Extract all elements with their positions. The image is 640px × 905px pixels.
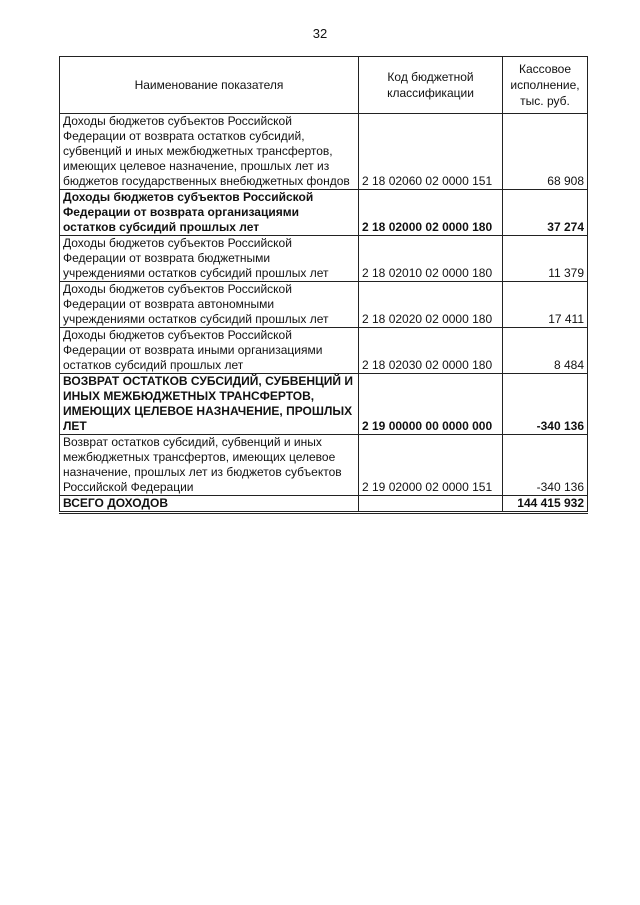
row-name: Доходы бюджетов субъектов Российской Федерации от возврата остатков субсидий, субвенций и иных межбюджетных трансфертов, имеющих целевое назначение, прошлых лет из бюджетов государственных внебюджетных фондов — [60, 114, 359, 190]
table-row — [60, 236, 588, 282]
row-name: Возврат остатков субсидий, субвенций и иных межбюджетных трансфертов, имеющих целевое назначение, прошлых лет из бюджетов субъектов Российской Федерации — [60, 435, 359, 496]
total-amount: 144 415 932 — [503, 496, 588, 513]
total-label: ВСЕГО ДОХОДОВ — [60, 496, 359, 513]
row-code: 2 18 02010 02 0000 180 — [359, 236, 503, 282]
table-header-row — [60, 57, 588, 114]
row-amount: 68 908 — [503, 114, 588, 190]
table-row — [60, 328, 588, 374]
row-name: ВОЗВРАТ ОСТАТКОВ СУБСИДИЙ, СУБВЕНЦИЙ И ИНЫХ МЕЖБЮДЖЕТНЫХ ТРАНСФЕРТОВ, ИМЕЮЩИХ ЦЕЛЕВОЕ НАЗНАЧЕНИЕ, ПРОШЛЫХ ЛЕТ — [60, 374, 359, 435]
table-row — [60, 190, 588, 236]
row-amount: 17 411 — [503, 282, 588, 328]
row-code: 2 19 00000 00 0000 000 — [359, 374, 503, 435]
total-code — [359, 496, 503, 513]
row-name: Доходы бюджетов субъектов Российской Федерации от возврата иными организациями остатков субсидий прошлых лет — [60, 328, 359, 374]
row-amount: -340 136 — [503, 435, 588, 496]
header-budget-code: Код бюджетной классификации — [359, 57, 503, 114]
row-name: Доходы бюджетов субъектов Российской Федерации от возврата бюджетными учреждениями остатков субсидий прошлых лет — [60, 236, 359, 282]
row-amount: 11 379 — [503, 236, 588, 282]
table-row — [60, 374, 588, 435]
row-amount: -340 136 — [503, 374, 588, 435]
row-code: 2 18 02020 02 0000 180 — [359, 282, 503, 328]
row-code: 2 18 02030 02 0000 180 — [359, 328, 503, 374]
total-row — [60, 496, 588, 513]
table-row — [60, 282, 588, 328]
row-code: 2 18 02000 02 0000 180 — [359, 190, 503, 236]
row-code: 2 18 02060 02 0000 151 — [359, 114, 503, 190]
revenue-table — [59, 56, 588, 514]
row-amount: 37 274 — [503, 190, 588, 236]
header-cash-execution: Кассовое исполнение, тыс. руб. — [503, 57, 588, 114]
row-amount: 8 484 — [503, 328, 588, 374]
row-name: Доходы бюджетов субъектов Российской Федерации от возврата автономными учреждениями остатков субсидий прошлых лет — [60, 282, 359, 328]
header-indicator-name: Наименование показателя — [60, 57, 359, 114]
table-row — [60, 435, 588, 496]
table-row — [60, 114, 588, 190]
row-code: 2 19 02000 02 0000 151 — [359, 435, 503, 496]
page-number: 32 — [312, 26, 328, 41]
row-name: Доходы бюджетов субъектов Российской Федерации от возврата организациями остатков субсидий прошлых лет — [60, 190, 359, 236]
